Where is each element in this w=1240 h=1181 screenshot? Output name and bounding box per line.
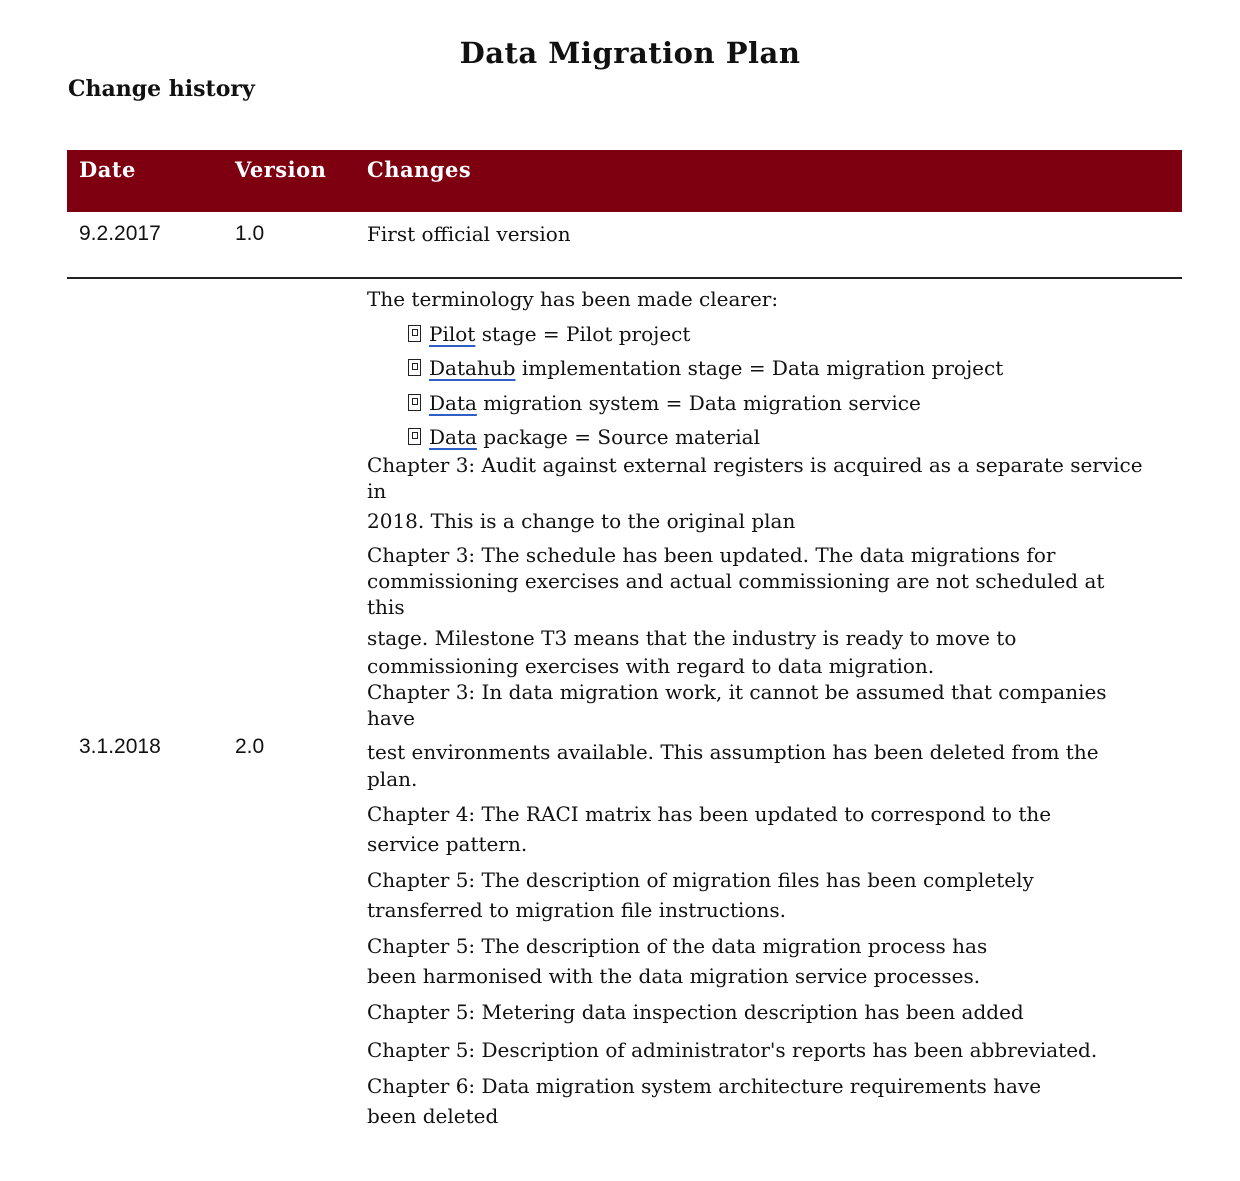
change-line: commissioning exercises with regard to data migration. [367, 654, 935, 678]
bullet-text: migration system = Data migration service [483, 391, 921, 415]
bullet-text: stage = Pilot project [481, 322, 691, 346]
row-divider [67, 277, 1182, 279]
change-line: stage. Milestone T3 means that the industry is ready to move to [367, 626, 1017, 650]
bullet-term: Data [429, 391, 477, 415]
change-line: transferred to migration file instructions. [367, 898, 786, 922]
change-line: Chapter 6: Data migration system architecture requirements have [367, 1074, 1042, 1098]
row2-version: 2.0 [235, 735, 265, 758]
change-line: test environments available. This assumption has been deleted from the [367, 740, 1099, 764]
row1-date: 9.2.2017 [79, 222, 161, 245]
header-version: Version [235, 157, 327, 182]
bullet-item [408, 322, 690, 346]
change-line: in [367, 479, 387, 503]
header-changes: Changes [367, 157, 472, 182]
bullet-icon [408, 394, 421, 411]
bullet-text: package = Source material [483, 425, 760, 449]
bullet-term: Datahub [429, 356, 516, 380]
bullet-item [408, 425, 760, 449]
change-line: Chapter 5: Description of administrator's reports has been abbreviated. [367, 1038, 1098, 1062]
change-line: been deleted [367, 1104, 499, 1128]
row1-changes: First official version [367, 222, 571, 246]
terminology-intro: The terminology has been made clearer: [367, 287, 779, 311]
bullet-item [408, 391, 921, 415]
bullet-text: implementation stage = Data migration project [521, 356, 1004, 380]
change-line: this [367, 595, 405, 619]
change-line: Chapter 3: The schedule has been updated. The data migrations for [367, 543, 1056, 567]
bullet-term: Data [429, 425, 477, 449]
row2-date: 3.1.2018 [79, 735, 161, 758]
change-line: Chapter 5: The description of the data migration process has [367, 934, 988, 958]
change-line: have [367, 706, 415, 730]
change-line: commissioning exercises and actual commissioning are not scheduled at [367, 569, 1105, 593]
change-line: been harmonised with the data migration service processes. [367, 964, 981, 988]
change-line: plan. [367, 767, 418, 791]
row1-version: 1.0 [235, 222, 265, 245]
bullet-icon [408, 428, 421, 445]
header-date: Date [79, 157, 136, 182]
change-line: Chapter 3: Audit against external registers is acquired as a separate service [367, 453, 1143, 477]
change-line: Chapter 4: The RACI matrix has been updated to correspond to the [367, 802, 1052, 826]
section-title: Change history [68, 76, 255, 102]
change-line: Chapter 3: In data migration work, it cannot be assumed that companies [367, 680, 1107, 704]
bullet-item [408, 356, 1003, 380]
change-line: 2018. This is a change to the original plan [367, 509, 796, 533]
change-line: service pattern. [367, 832, 528, 856]
bullet-term: Pilot [429, 322, 476, 346]
document-title: Data Migration Plan [459, 36, 801, 70]
bullet-icon [408, 325, 421, 342]
change-line: Chapter 5: Metering data inspection description has been added [367, 1000, 1024, 1024]
change-line: Chapter 5: The description of migration files has been completely [367, 868, 1034, 892]
bullet-icon [408, 359, 421, 376]
